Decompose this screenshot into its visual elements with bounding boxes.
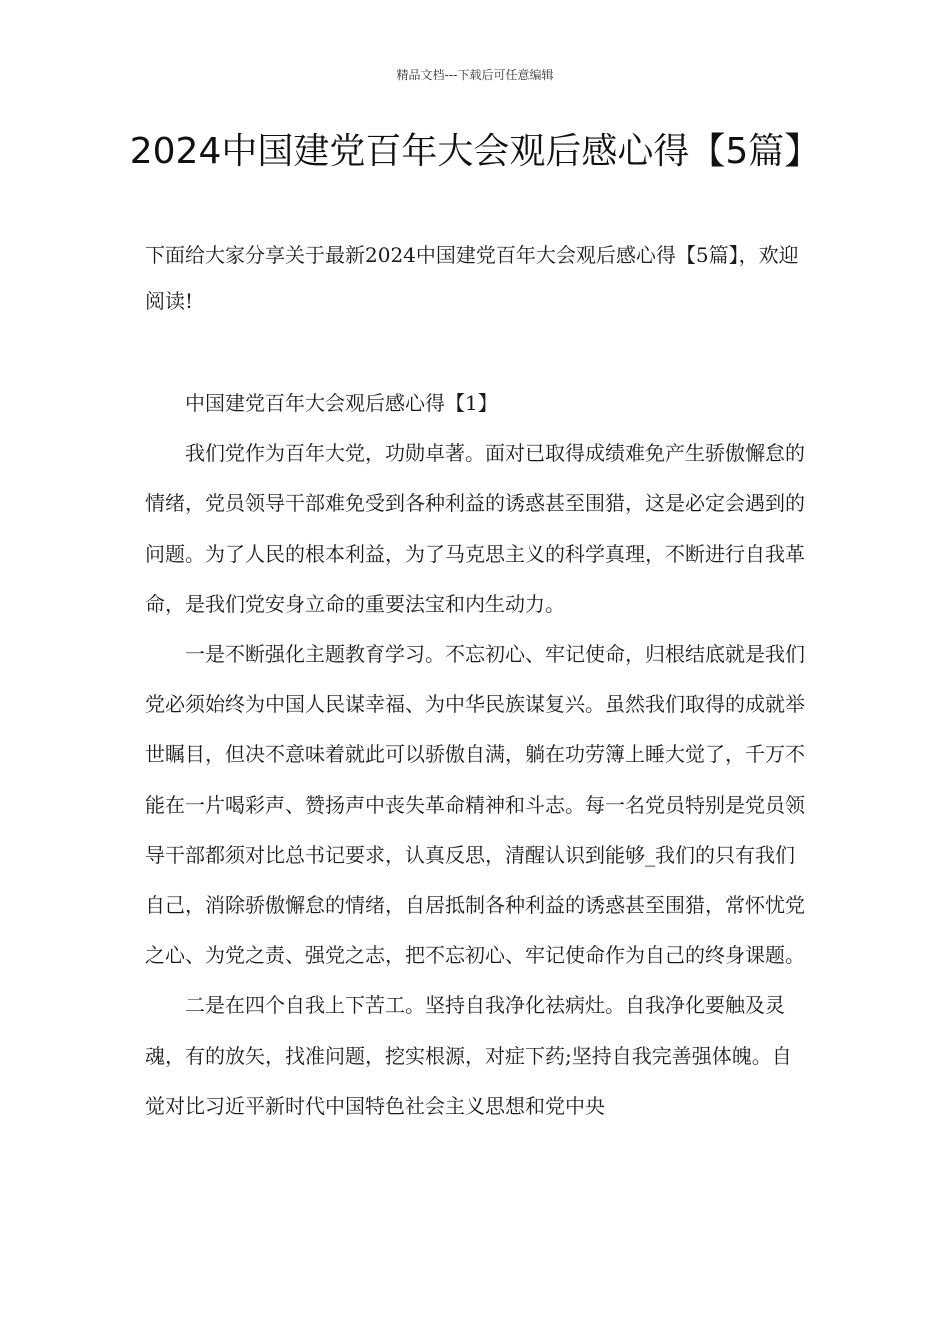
body-paragraph-2: 一是不断强化主题教育学习。不忘初心、牢记使命，归根结底就是我们党必须始终为中国人民谋幸福、为中华民族谋复兴。虽然我们取得的成就举世瞩目，但决不意味着就此可以骄傲自满，躺在功劳簿上睡大觉了，千万不能在一片喝彩声、赞扬声中丧失革命精神和斗志。每一名党员特别是党员领导干部都须对比总书记要求，认真反思，清醒认识到能够_我们的只有我们自己，消除骄傲懈怠的情绪，自居抵制各种利益的诱惑甚至围猎，常怀忧党之心、为党之责、强党之志，把不忘初心、牢记使命作为自己的终身课题。	[145, 642, 805, 968]
body-paragraph-1: 我们党作为百年大党，功勋卓著。面对已取得成绩难免产生骄傲懈怠的情绪，党员领导干部难免受到各种利益的诱惑甚至围猎，这是必定会遇到的问题。为了人民的根本利益，为了马克思主义的科学真理，不断进行自我革命，是我们党安身立命的重要法宝和内生动力。	[145, 441, 805, 616]
document-title: 2024中国建党百年大会观后感心得【5篇】	[129, 131, 821, 172]
document-body	[145, 378, 810, 1131]
section-title: 中国建党百年大会观后感心得【1】	[185, 391, 498, 415]
body-paragraph-3: 二是在四个自我上下苦工。坚持自我净化祛病灶。自我净化要触及灵魂，有的放矢，找准问题，挖实根源，对症下药;坚持自我完善强体魄。自觉对比习近平新时代中国特色社会主义思想和党中央	[145, 993, 792, 1118]
header-note: 精品文档---下载后可任意编辑	[396, 68, 554, 82]
intro-paragraph: 下面给大家分享关于最新2024中国建党百年大会观后感心得【5篇】，欢迎阅读!	[145, 243, 799, 313]
